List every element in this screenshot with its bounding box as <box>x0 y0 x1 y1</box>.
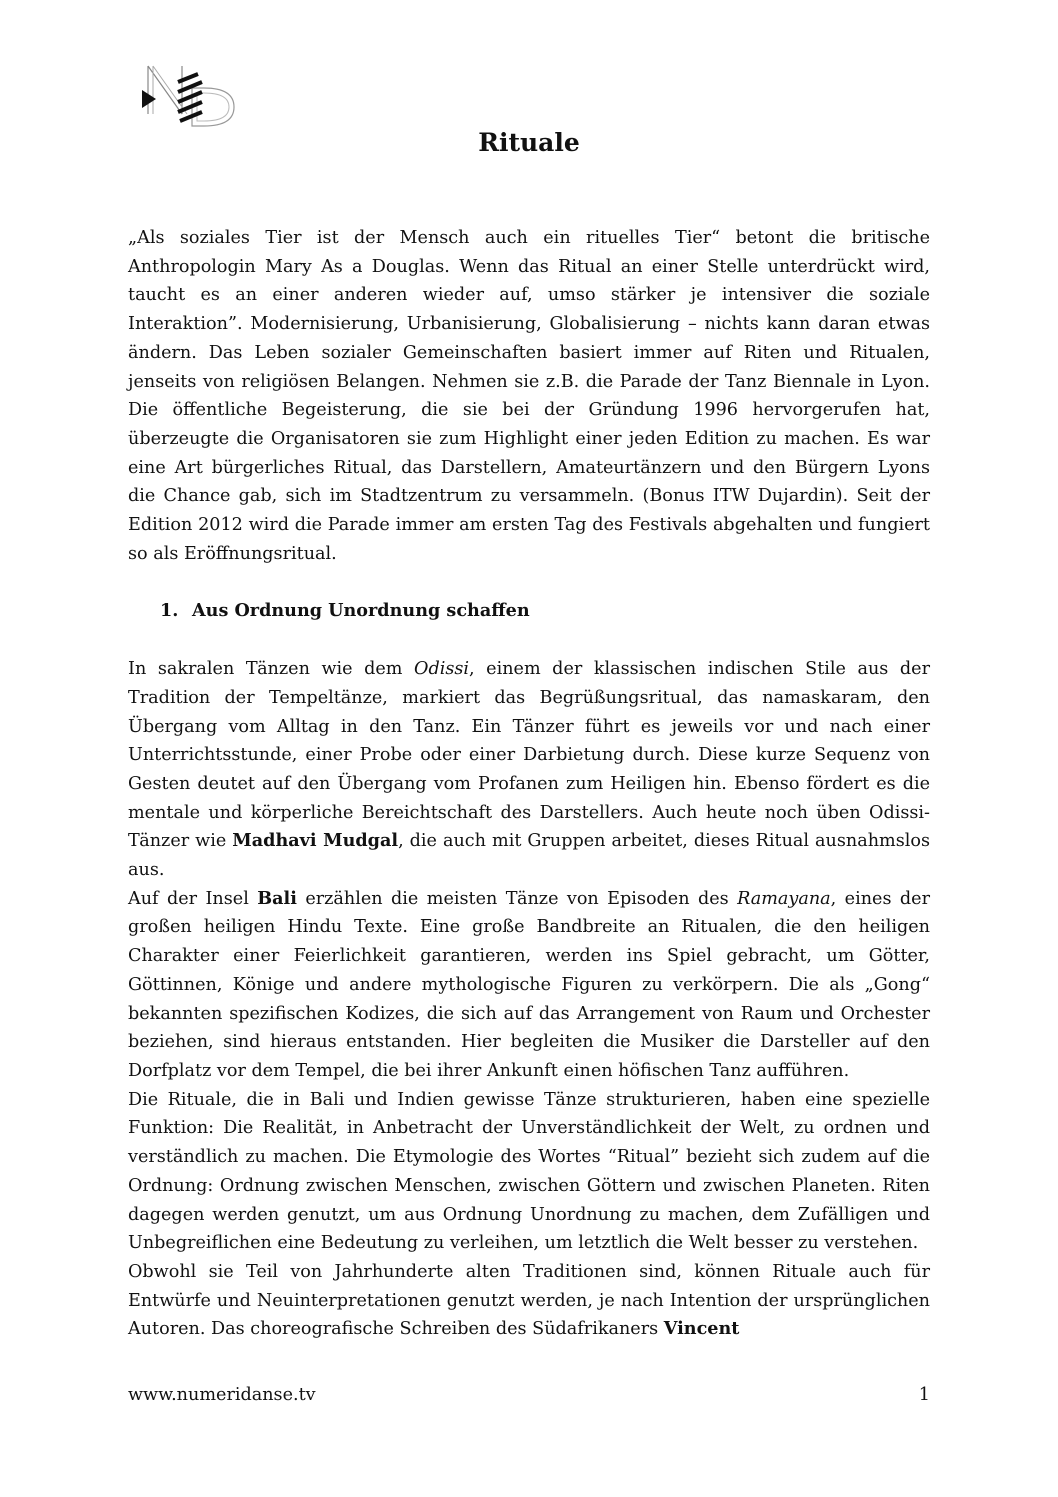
footer-url: www.numeridanse.tv <box>128 1385 316 1405</box>
text-run: , einem der klassischen indischen Stile aus der Tradition der Tempeltänze, markiert das Begrüßungsritual, das namaskaram, den Übergang vom Alltag in den Tanz. Ein Tänzer führt es jeweils vor und nach einer Unterrichtsstunde, einer Probe oder einer Darbietung durch. Diese kurze Sequenz von Gesten deutet auf den Übergang vom Profanen zum Heiligen hin. Ebenso fördert es die mentale und körperliche Bereichtschaft des Darstellers. Auch heute noch üben Odissi-Tänzer wie <box>128 659 930 852</box>
text-run: , eines der großen heiligen Hindu Texte. Eine große Bandbreite an Ritualen, die den heiligen Charakter einer Feierlichkeit garantieren, werden ins Spiel gebracht, um Götter, Göttinnen, Könige und andere mythologische Figuren zu verkörpern. Die als „Gong“ bekannten spezifischen Kodizes, die sich auf das Arrangement von Raum und Orchester beziehen, sind hieraus entstanden. Hier begleiten die Musiker die Darsteller auf den Dorfplatz vor dem Tempel, die bei ihrer Ankunft einen höfischen Tanz aufführen. <box>128 888 930 1081</box>
numeridanse-logo <box>140 62 238 128</box>
bold-name: Vincent <box>663 1318 740 1340</box>
bold-name: Madhavi Mudgal <box>232 830 399 852</box>
paragraph-traditions <box>128 1258 930 1344</box>
paragraph-odissi <box>128 655 930 885</box>
bold-name: Bali <box>257 887 297 909</box>
page-number: 1 <box>918 1385 930 1405</box>
text-run: , die auch mit Gruppen arbeitet, dieses Ritual ausnahmslos aus. <box>128 831 930 881</box>
italic-term: Odissi <box>414 659 470 680</box>
page-footer <box>128 1385 930 1405</box>
paragraph-bali <box>128 885 930 1086</box>
section-title: Aus Ordnung Unordnung schaffen <box>192 600 530 622</box>
section-number: 1. <box>160 600 179 622</box>
text-run: In sakralen Tänzen wie dem <box>128 659 415 680</box>
page-title: Rituale <box>478 128 580 157</box>
intro-paragraph: „Als soziales Tier ist der Mensch auch ein rituelles Tier“ betont die britische Anthropologin Mary As a Douglas. Wenn das Ritual an einer Stelle unterdrückt wird, taucht es an einer anderen wieder auf, umso stärker je intensiver die soziale Interaktion”. Modernisierung, Urbanisierung, Globalisierung – nichts kann daran etwas ändern. Das Leben sozialer Gemeinschaften basiert immer auf Riten und Ritualen, jenseits von religiösen Belangen. Nehmen sie z.B. die Parade der Tanz Biennale in Lyon. Die öffentliche Begeisterung, die sie bei der Gründung 1996 hervorgerufen hat, überzeugte die Organisatoren sie zum Highlight einer jeden Edition zu machen. Es war eine Art bürgerliches Ritual, das Darstellern, Amateurtänzern und den Bürgern Lyons die Chance gab, sich im Stadtzentrum zu versammeln. (Bonus ITW Dujardin). Seit der Edition 2012 wird die Parade immer am ersten Tag des Festivals abgehalten und fungiert so als Eröffnungsritual. <box>128 228 930 564</box>
italic-term: Ramayana <box>737 888 831 909</box>
text-run: erzählen die meisten Tänze von Episoden des <box>296 888 738 909</box>
section-heading <box>128 597 930 626</box>
paragraph-rituals-function: Die Rituale, die in Bali und Indien gewisse Tänze strukturieren, haben eine spezielle Funktion: Die Realität, in Anbetracht der Unverständlichkeit der Welt, zu ordnen und verständlich zu machen. Die Etymologie des Wortes “Ritual” bezieht sich zudem auf die Ordnung: Ordnung zwischen Menschen, zwischen Göttern und zwischen Planeten. Riten dagegen werden genutzt, um aus Ordnung Unordnung zu machen, dem Zufälligen und Unbegreiflichen eine Bedeutung zu verleihen, um letztlich die Welt besser zu verstehen. <box>128 1089 930 1254</box>
document-body <box>128 224 930 1344</box>
text-run: Auf der Insel <box>128 888 258 909</box>
text-run: Obwohl sie Teil von Jahrhunderte alten Traditionen sind, können Rituale auch für Entwürfe und Neuinterpretationen genutzt werden, je nach Intention der ursprünglichen Autoren. Das choreografische Schreiben des Südafrikaners <box>128 1261 930 1340</box>
